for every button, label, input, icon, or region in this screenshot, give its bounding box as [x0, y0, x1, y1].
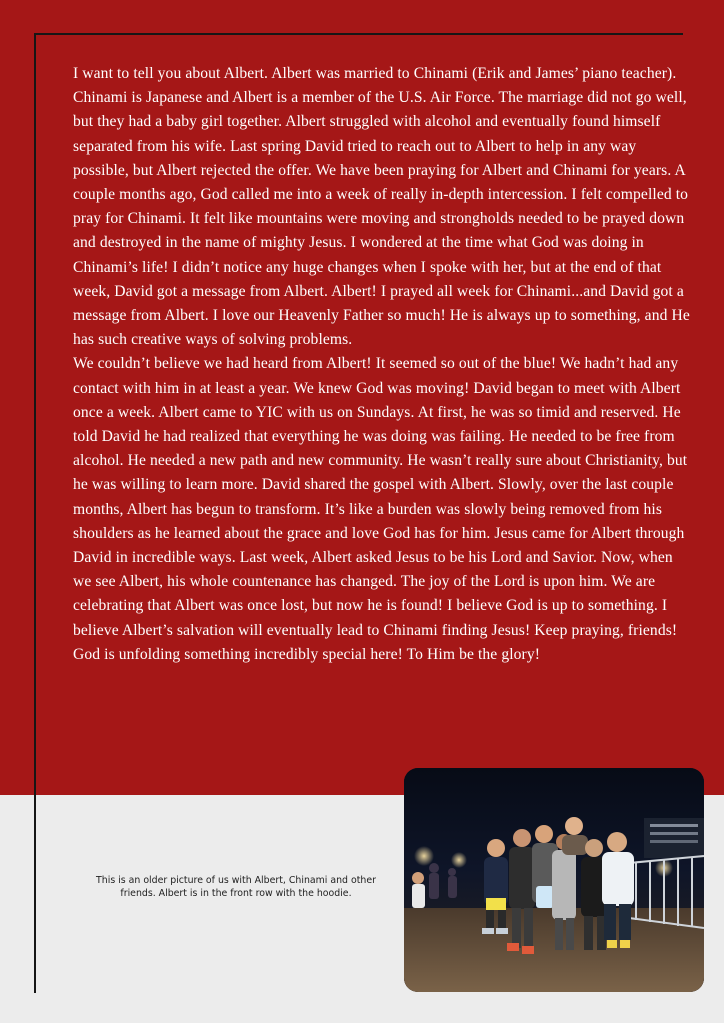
- article-paragraph-2: We couldn’t believe we had heard from Albert! It seemed so out of the blue! We hadn’t had any contact with him in at least a year. We knew God was moving! David began to meet with Albert once a week. Albert came to YIC with us on Sundays. At first, he was so timid and reserved. He told David he had realized that everything he was doing was failing. He needed to be free from alcohol. He needed a new path and new community. He wasn’t really sure about Christianity, but he was willing to learn more. David shared the gospel with Albert. Slowly, over the last couple months, Albert has begun to transform. It’s like a burden was slowly being removed from his shoulders as he learned about the grace and love God has for him. Jesus came for Albert through David in incredible ways. Last week, Albert asked Jesus to be his Lord and Savior. Now, when we see Albert, his whole countenance has changed. The joy of the Lord is upon him. We are celebrating that Albert was once lost, but now he is found! I believe God is up to something. I believe Albert’s salvation will eventually lead to Chinami finding Jesus! Keep praying, friends! God is unfolding something incredibly special here! To Him be the glory!: [73, 355, 688, 663]
- photo-caption: This is an older picture of us with Albert, Chinami and other friends. Albert is in the front row with the hoodie.: [96, 875, 376, 899]
- article-paragraph-1: I want to tell you about Albert. Albert was married to Chinami (Erik and James’ piano teacher). Chinami is Japanese and Albert is a member of the U.S. Air Force. The marriage did not go well, but they had a baby girl together. Albert struggled with alcohol and eventually found himself separated from his wife. Last spring David tried to reach out to Albert to help in any way possible, but Albert rejected the offer. We have been praying for Albert and Chinami for years. A couple months ago, God called me into a week of really in-depth intercession. I felt compelled to pray for Chinami. It felt like mountains were moving and strongholds needed to be prayed down and destroyed in the name of mighty Jesus. I wondered at the time what God was doing in Chinami’s life! I didn’t notice any huge changes when I spoke with her, but at the end of that week, David got a message from Albert. Albert! I prayed all week for Chinami...and David got a message from Albert. I love our Heavenly Father so much! He is always up to something, and He has such creative ways of solving problems.: [73, 65, 690, 349]
- group-photo: [404, 768, 704, 992]
- frame-line-left: [34, 33, 36, 993]
- frame-line-top: [36, 33, 683, 35]
- article-body: [73, 62, 693, 667]
